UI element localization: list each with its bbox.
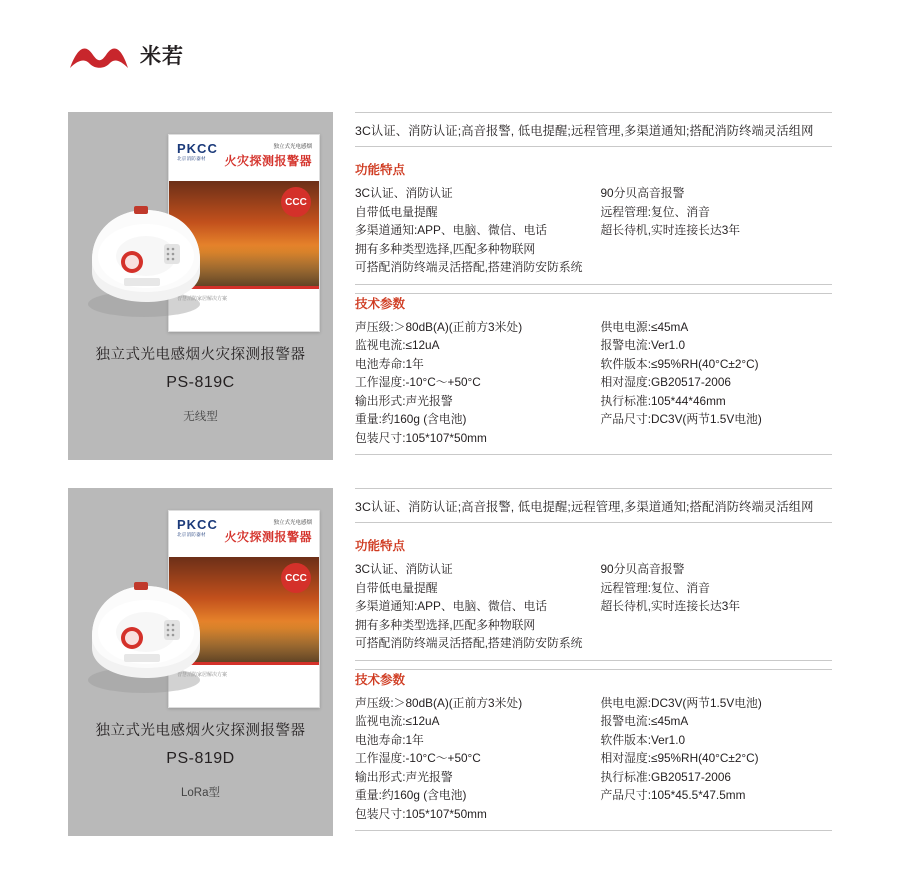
divider <box>355 522 832 523</box>
spec-item: 声压级:＞80dB(A)(正前方3米处) <box>355 319 523 334</box>
feature-item: 3C认证、消防认证 <box>355 562 453 576</box>
divider <box>355 454 832 455</box>
specs-column-left <box>355 318 587 448</box>
features-column-left <box>355 184 587 277</box>
box-title-big: 火灾探测报警器 <box>224 530 312 544</box>
features-list <box>355 184 832 277</box>
feature-item: 自带低电量提醒 <box>355 204 438 219</box>
spec-item: 供电电源:DC3V(两节1.5V电池) <box>600 695 762 710</box>
packaging-illustration <box>78 134 326 344</box>
spec-item: 软件版本:≤95%RH(40°C±2°C) <box>600 356 759 371</box>
smoke-detector-icon <box>78 186 228 326</box>
box-title-small: 独立式光电感烟 <box>273 144 312 150</box>
specs-table <box>355 318 832 448</box>
spec-item: 电池寿命:1年 <box>355 356 424 371</box>
product-caption-type: 无线型 <box>183 411 218 423</box>
ccc-certification-icon: CCC <box>281 563 311 593</box>
spec-item: 相对湿度:GB20517-2006 <box>600 375 731 389</box>
spec-item: 产品尺寸:105*45.5*47.5mm <box>600 788 746 802</box>
product-info-panel <box>333 488 832 836</box>
feature-item: 90分贝高音报警 <box>600 186 685 200</box>
spec-item: 工作湿度:-10°C～+50°C <box>355 375 481 389</box>
box-brand: PKCC <box>177 517 218 532</box>
features-list <box>355 560 832 653</box>
feature-item: 可搭配消防终端灵活搭配,搭建消防安防系统 <box>355 636 583 650</box>
feature-item: 远程管理:复位、消音 <box>600 204 710 219</box>
product-tagline: 3C认证、消防认证;高音报警, 低电提醒;远程管理,多渠道通知;搭配消防终端灵活组网 <box>355 500 814 514</box>
product-block <box>68 112 832 460</box>
box-title-small: 独立式光电感烟 <box>273 520 312 526</box>
feature-item: 多渠道通知:APP、电脑、微信、电话 <box>355 599 548 613</box>
product-caption-type: LoRa型 <box>181 787 220 799</box>
specs-column-right <box>587 694 833 824</box>
feature-item: 可搭配消防终端灵活搭配,搭建消防安防系统 <box>355 260 583 274</box>
box-brand: PKCC <box>177 141 218 156</box>
product-info-panel <box>333 112 832 460</box>
packaging-illustration <box>78 510 326 720</box>
divider <box>355 146 832 147</box>
spec-item: 报警电流:Ver1.0 <box>600 338 686 352</box>
spec-item: 声压级:＞80dB(A)(正前方3米处) <box>355 695 523 710</box>
ccc-certification-icon: CCC <box>281 187 311 217</box>
feature-item: 拥有多种类型选择,匹配多种物联网 <box>355 241 536 256</box>
spec-item: 输出形式:声光报警 <box>355 769 453 784</box>
spec-item: 软件版本:Ver1.0 <box>600 732 686 747</box>
smoke-detector-icon <box>78 562 228 702</box>
box-brand-sub: 北京消防器材 <box>177 532 206 537</box>
box-brand-sub: 北京消防器材 <box>177 156 206 161</box>
box-footer-note: 智慧消防家居解决方案 <box>177 296 228 302</box>
spec-item: 执行标准:105*44*46mm <box>600 393 726 408</box>
product-image-panel <box>68 112 333 460</box>
features-title: 功能特点 <box>355 539 406 553</box>
feature-item: 3C认证、消防认证 <box>355 186 453 200</box>
product-caption <box>68 343 333 424</box>
specs-title: 技术参数 <box>355 296 406 311</box>
feature-item: 超长待机,实时连接长达3年 <box>600 599 741 613</box>
spec-item: 重量:约160g (含电池) <box>355 788 467 802</box>
spec-item: 报警电流:≤45mA <box>600 714 689 728</box>
specs-table <box>355 694 832 824</box>
box-header <box>169 511 319 557</box>
feature-item: 90分贝高音报警 <box>600 562 685 576</box>
specs-column-right <box>587 318 833 448</box>
features-column-right <box>587 560 833 653</box>
product-block <box>68 488 832 836</box>
spec-item: 执行标准:GB20517-2006 <box>600 769 731 784</box>
spec-item: 输出形式:声光报警 <box>355 393 453 408</box>
mountain-wave-logo-icon <box>68 38 130 72</box>
product-caption-model: PS-819C <box>166 374 235 391</box>
spec-item: 监视电流:≤12uA <box>355 338 440 352</box>
spec-item: 工作湿度:-10°C～+50°C <box>355 751 481 765</box>
spec-item: 包装尺寸:105*107*50mm <box>355 806 487 821</box>
divider <box>355 830 832 831</box>
brand-name: 米若 <box>140 45 184 68</box>
spec-item: 产品尺寸:DC3V(两节1.5V电池) <box>600 412 762 426</box>
features-title: 功能特点 <box>355 163 406 177</box>
spec-item: 相对湿度:≤95%RH(40°C±2°C) <box>600 751 759 765</box>
product-caption-name: 独立式光电感烟火灾探测报警器 <box>95 347 306 363</box>
features-column-right <box>587 184 833 277</box>
product-caption <box>68 719 333 800</box>
box-title-big: 火灾探测报警器 <box>224 154 312 168</box>
feature-item: 超长待机,实时连接长达3年 <box>600 223 741 237</box>
spec-item: 重量:约160g (含电池) <box>355 412 467 426</box>
product-image-panel <box>68 488 333 836</box>
specs-column-left <box>355 694 587 824</box>
specs-title: 技术参数 <box>355 672 406 687</box>
feature-item: 拥有多种类型选择,匹配多种物联网 <box>355 617 536 632</box>
product-tagline: 3C认证、消防认证;高音报警, 低电提醒;远程管理,多渠道通知;搭配消防终端灵活组网 <box>355 124 814 138</box>
product-caption-model: PS-819D <box>166 750 235 767</box>
features-column-left <box>355 560 587 653</box>
box-header <box>169 135 319 181</box>
feature-item: 自带低电量提醒 <box>355 580 438 595</box>
feature-item: 远程管理:复位、消音 <box>600 580 710 595</box>
brand-logo <box>68 38 184 72</box>
spec-item: 包装尺寸:105*107*50mm <box>355 430 487 445</box>
feature-item: 多渠道通知:APP、电脑、微信、电话 <box>355 223 548 237</box>
box-footer-note: 智慧消防家居解决方案 <box>177 672 228 678</box>
product-caption-name: 独立式光电感烟火灾探测报警器 <box>95 723 306 739</box>
spec-item: 供电电源:≤45mA <box>600 319 689 334</box>
spec-item: 电池寿命:1年 <box>355 732 424 747</box>
spec-item: 监视电流:≤12uA <box>355 714 440 728</box>
